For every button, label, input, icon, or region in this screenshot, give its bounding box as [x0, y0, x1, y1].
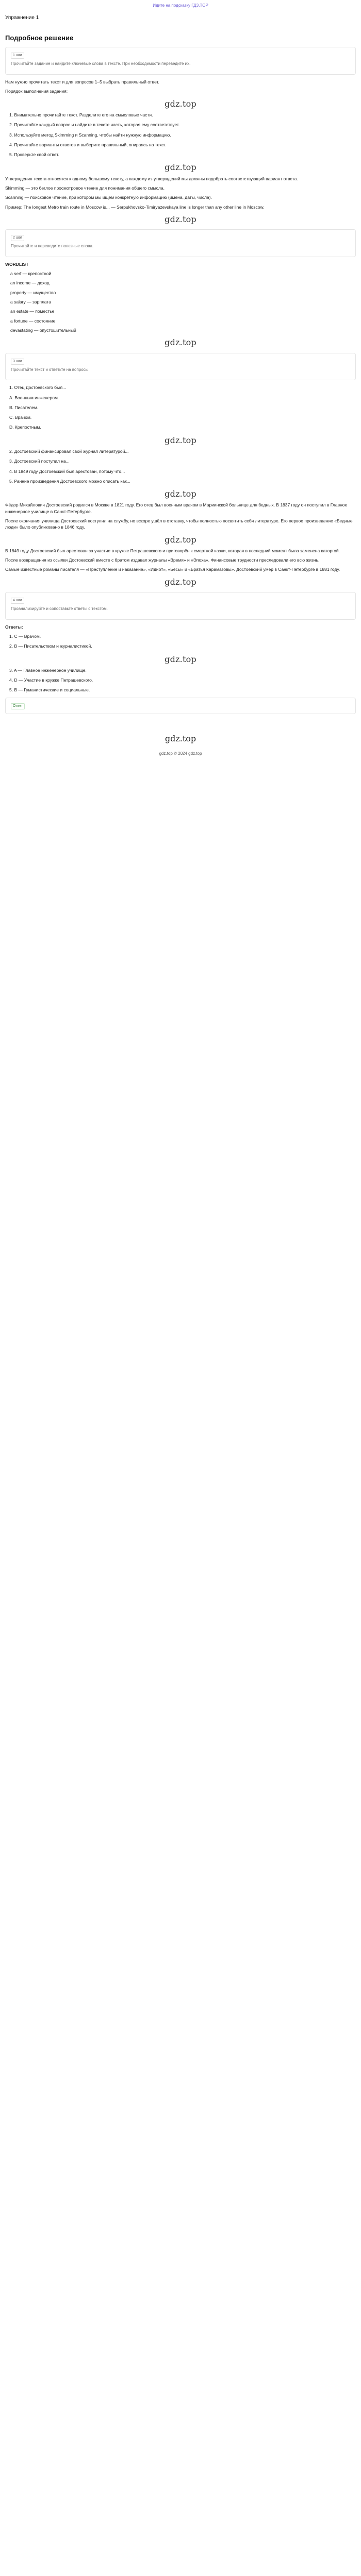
- step-tag: 4 шаг: [11, 598, 24, 604]
- page-title: Упражнение 1: [5, 15, 39, 21]
- step-item: 3. Используйте метод Skimming и Scanning, чтобы найти нужную информацию.: [9, 132, 171, 138]
- vocab-item: a fortune — состояние: [10, 318, 56, 324]
- watermark: gdz.top: [165, 162, 196, 173]
- question-line: 4. В 1849 году Достоевский был арестован, потому что...: [9, 468, 125, 474]
- vocab-item: property — имущество: [10, 290, 56, 295]
- question-line: C. Врачом.: [9, 415, 32, 420]
- question-line: A. Военным инженером.: [9, 395, 59, 400]
- watermark: gdz.top: [165, 214, 196, 224]
- card-step-2: [5, 229, 356, 257]
- text-paragraph: Самые известные романы писателя — «Преступление и наказание», «Идиот», «Бесы» и «Братья Карамазовы». Достоевский умер в Санкт-Петербурге в 1881 году.: [5, 567, 340, 572]
- watermark: gdz.top: [165, 98, 196, 109]
- step-item: 5. Проверьте свой ответ.: [9, 152, 59, 158]
- top-link[interactable]: Идите на подсказку ГДЗ.TOP: [153, 3, 208, 8]
- step-task: Прочитайте задание и найдите ключевые слова в тексте. При необходимости переведите их.: [11, 61, 191, 66]
- answers-header: Ответы:: [5, 624, 23, 630]
- question-line: D. Крепостным.: [9, 425, 41, 430]
- intro-line-1: Нам нужно прочитать текст и для вопросов 1–5 выбрать правильный ответ.: [5, 79, 159, 85]
- step-task: Проанализируйте и сопоставьте ответы с текстом.: [11, 606, 108, 612]
- step-task: Прочитайте и переведите полезные слова.: [11, 244, 94, 249]
- explain-paragraph: Skimming — это беглое просмотровое чтение для понимания общего смысла.: [5, 185, 165, 191]
- explain-paragraph: Scanning — поисковое чтение, при котором мы ищем конкретную информацию (имена, даты, числа).: [5, 195, 212, 200]
- watermark: gdz.top: [165, 534, 196, 545]
- text-paragraph: После возвращения из ссылки Достоевский вместе с братом издавал журналы «Время» и «Эпоха». Финансовые трудности преследовали его всю жизнь.: [5, 557, 320, 563]
- question-line: 1. Отец Достоевского был...: [9, 385, 67, 391]
- vocab-item: an income — доход: [10, 280, 50, 286]
- watermark: gdz.top: [165, 489, 196, 499]
- step-tag: 3 шаг: [11, 359, 24, 365]
- step-item: 1. Внимательно прочитайте текст. Разделите его на смысловые части.: [9, 112, 153, 117]
- card-step-4: [5, 592, 356, 620]
- step-item: 4. Прочитайте варианты ответов и выберите правильный, опираясь на текст.: [9, 142, 167, 147]
- text-paragraph: После окончания училища Достоевский поступил на службу, но вскоре ушёл в отставку, чтобы полностью посвятить себя литературе. Его первое произведение «Бедные люди» было опубликовано в 1846 году.: [5, 518, 353, 530]
- solution-header: Подробное решение: [5, 33, 74, 42]
- explain-paragraph: Утверждения текста относятся к одному большому тексту, а каждому из утверждений мы должны подобрать соответствующий вариант ответа.: [5, 176, 298, 181]
- question-line: 2. Достоевский финансировал свой журнал литературой...: [9, 448, 129, 454]
- answer-line: 4. D — Участие в кружке Петрашевского.: [9, 677, 93, 683]
- intro-line-2: Порядок выполнения задания:: [5, 89, 68, 94]
- watermark: gdz.top: [165, 654, 196, 664]
- card-step-1: [5, 47, 356, 75]
- card-final: [5, 698, 356, 714]
- vocab-item: an estate — поместье: [10, 309, 55, 314]
- step-task: Прочитайте текст и ответьте на вопросы.: [11, 367, 90, 372]
- explain-paragraph: Пример: The longest Metro train route in Moscow is... — Serpukhovsko-Timiryazevskaya line is longer than any other line in Moscow.: [5, 204, 265, 210]
- vocab-item: a serf — крепостной: [10, 271, 52, 277]
- watermark: gdz.top: [165, 733, 196, 743]
- watermark: gdz.top: [165, 435, 196, 445]
- step-item: 2. Прочитайте каждый вопрос и найдите в тексте часть, которая ему соответствует.: [9, 122, 180, 128]
- vocab-item: a salary — зарплата: [10, 299, 51, 305]
- vocab-item: devastating — опустошительный: [10, 328, 76, 333]
- watermark: gdz.top: [165, 577, 196, 587]
- vocab-header: WORDLIST: [5, 261, 29, 267]
- topbar: [5, 0, 356, 9]
- question-line: B. Писателем.: [9, 404, 39, 410]
- final-tag: Ответ: [11, 703, 25, 709]
- page: [5, 0, 356, 757]
- answer-line: 1. C — Врачом.: [9, 634, 41, 639]
- step-tag: 1 шаг: [11, 53, 24, 59]
- card-step-3: [5, 353, 356, 381]
- question-line: 3. Достоевский поступил на...: [9, 459, 70, 464]
- question-line: 5. Ранние произведения Достоевского можно описать как...: [9, 478, 130, 484]
- footer: gdz.top © 2024 gdz.top: [159, 751, 202, 756]
- text-paragraph: В 1849 году Достоевский был арестован за участие в кружке Петрашевского и приговорён к смертной казни, которая в последний момент была заменена каторгой.: [5, 548, 340, 553]
- answer-line: 2. B — Писательством и журналистикой.: [9, 643, 92, 649]
- watermark: gdz.top: [165, 337, 196, 348]
- answer-line: 3. A — Главное инженерное училище.: [9, 667, 87, 673]
- answer-line: 5. B — Гуманистические и социальные.: [9, 687, 90, 693]
- step-tag: 2 шаг: [11, 235, 24, 241]
- text-paragraph: Фёдор Михайлович Достоевский родился в Москве в 1821 году. Его отец был военным врачом в Мариинской больнице для бедных. В 1837 году он поступил в Главное инженерное училище в Санкт-Петербурге.: [5, 502, 348, 514]
